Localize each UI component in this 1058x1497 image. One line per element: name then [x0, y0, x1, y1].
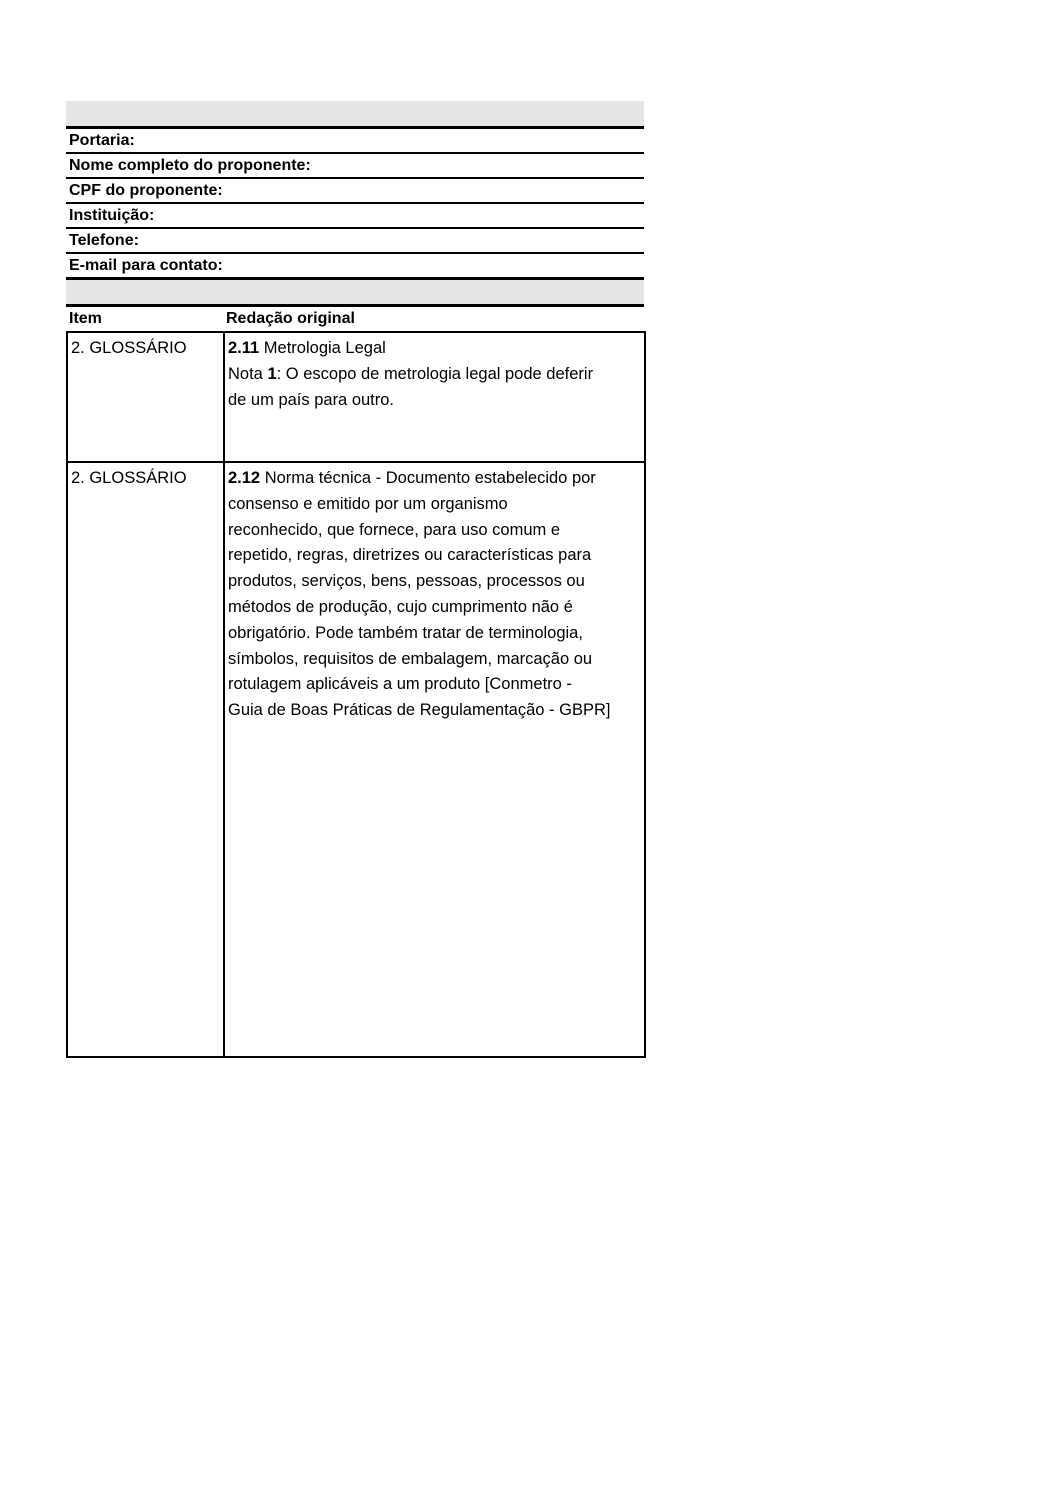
table-row [67, 462, 645, 1057]
entry-line: produtos, serviços, bens, pessoas, processos ou [228, 572, 585, 591]
entry-line [228, 466, 641, 492]
entry-line: consenso e emitido por um organismo [228, 494, 508, 513]
section-band [66, 280, 644, 304]
entry-line: rotulagem aplicáveis a um produto [Conmetro - [228, 675, 572, 694]
entry-line: Guia de Boas Práticas de Regulamentação - GBPR] [228, 701, 611, 720]
item-label: 2. GLOSSÁRIO [71, 339, 187, 357]
entry-title-line [228, 336, 641, 362]
cell-original [224, 332, 645, 462]
entry-note-line [228, 362, 641, 388]
entry-line: símbolos, requisitos de embalagem, marcação ou [228, 649, 593, 668]
note-number: 1 [267, 364, 277, 383]
form-sheet [66, 101, 644, 1058]
entry-code: 2.12 [228, 469, 261, 487]
entry-line: obrigatório. Pode também tratar de terminologia, [228, 623, 583, 642]
entry-title: Metrologia Legal [259, 339, 386, 357]
note-prefix: Nota [228, 364, 268, 383]
field-portaria: Portaria: [66, 126, 644, 152]
entry-text: Norma técnica - Documento estabelecido por [260, 469, 596, 487]
note-text: : O escopo de metrologia legal pode deferir [276, 364, 594, 383]
entry-note-line-2: de um país para outro. [228, 390, 395, 409]
entry-line: repetido, regras, diretrizes ou características para [228, 546, 592, 565]
header-band [66, 101, 644, 126]
field-email: E-mail para contato: [66, 252, 644, 280]
field-telefone: Telefone: [66, 227, 644, 252]
cell-item [67, 332, 224, 462]
field-cpf: CPF do proponente: [66, 177, 644, 202]
header-item: Item [69, 310, 102, 327]
entry-line: métodos de produção, cujo cumprimento não é [228, 597, 573, 616]
cell-item [67, 462, 224, 1057]
field-instituicao: Instituição: [66, 202, 644, 227]
items-table [66, 331, 646, 1058]
table-row [67, 332, 645, 462]
cell-original [224, 462, 645, 1057]
header-original: Redação original [226, 310, 355, 327]
item-label: 2. GLOSSÁRIO [71, 469, 187, 487]
entry-line: reconhecido, que fornece, para uso comum e [228, 520, 561, 539]
table-header [66, 304, 644, 331]
field-nome-completo: Nome completo do proponente: [66, 152, 644, 177]
entry-code: 2.11 [228, 339, 260, 357]
